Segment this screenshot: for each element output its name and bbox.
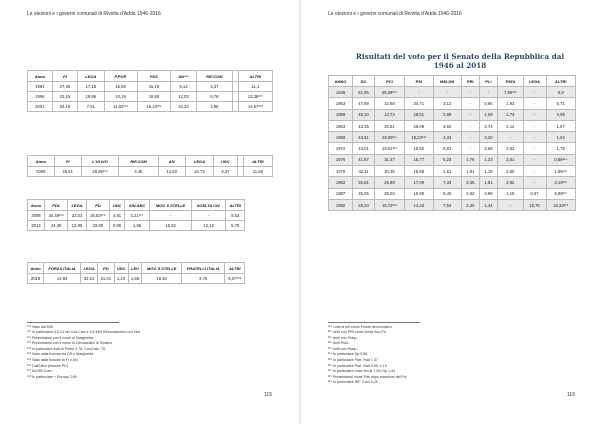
column-header: PD [98,263,114,274]
table-cell: 1,51 [479,177,497,188]
column-header: L'ULIVO [81,156,119,167]
table-row [28,102,273,112]
column-header: LEU [128,263,142,274]
table-cell: 6,07²⁰⁸ [225,274,245,284]
column-header: RIF.COM [119,156,158,167]
footnote: ²⁰² Presentatosi con il nome di Democratici di Sinistra [27,341,112,346]
column-header: LEGA [523,76,546,87]
table-cell: 5,78 [226,221,245,231]
table-cell: 2018 [28,274,44,284]
table-cell: 26,51 [54,167,81,177]
table-cell: 30,35 [375,166,405,177]
table-row [28,221,245,231]
table-cell: 18,33 [150,221,192,231]
table-cell: 43,35 [353,120,375,131]
table-cell: 49,10 [353,109,375,120]
table-cell: 1,73 [498,109,523,120]
table-row [329,177,576,188]
table-cell: 1979 [329,166,353,177]
table-cell: 23,90 [86,221,109,231]
table-cell: 1,10 [114,274,128,284]
table-cell: - [498,132,523,143]
left-page [0,0,299,424]
table-cell: 35,05 [353,188,375,199]
column-header: P.POP. [104,71,137,82]
table-cell: 15,70 [523,199,546,210]
table-cell: 32,21 [80,274,97,284]
table-cell: - [404,87,433,98]
column-header: Anno [28,263,44,274]
table-row [28,167,273,177]
senate-results-table [328,75,576,211]
table-cell: 0,86²¹⁴ [546,154,576,165]
column-header: LEGA [185,156,213,167]
table-cell: 34,71 [404,98,433,109]
footnote: ²¹⁴ In particolare Dp 0,86. [328,352,369,357]
table-cell: 1972 [329,143,353,154]
column-header: LEGA [78,71,104,82]
footnote: ²⁰⁵ Nato dalla fusione di FI e AN [27,358,78,363]
table-cell: 1958 [329,109,353,120]
table-cell: 5,23 [433,154,461,165]
table-cell: 16,65 [137,92,171,102]
table-cell: 4,37 [196,82,232,92]
table-cell: 2,21²⁰⁷ [125,211,150,221]
column-header: Anno [28,200,45,211]
table-header-row [28,263,245,274]
table-cell: 39,29²⁰⁹ [375,87,405,98]
table-cell: 18,90 [404,188,433,199]
table-cell: 1968 [329,132,353,143]
column-header: Anno [28,156,55,167]
table-cell: 19,40 [142,274,182,284]
column-header: ALTRI [546,76,576,87]
table-cell: 25,51²¹³ [375,143,405,154]
table-cell: 2013 [28,221,45,231]
table-cell: 14,43 [404,199,433,210]
table-cell: 1976 [329,154,353,165]
column-header: ANNO [329,76,353,87]
table-cell: - [479,87,497,98]
table-cell: 2008 [28,211,45,221]
table-cell: 3,62 [433,120,461,131]
table-cell: 3,20 [479,132,497,143]
table-cell: 22,15 [52,92,77,102]
footnote: ²¹⁶ In particolare Part. Rad 4,59; 1,19 [328,363,387,368]
table-cell: 2006 [28,167,55,177]
table-cell: 2,92 [498,143,523,154]
column-header: Anno [28,71,53,82]
table-cell: 15,77 [404,154,433,165]
table-cell: 21,01 [98,274,114,284]
column-header: PCI [375,76,405,87]
column-header: MOV. 5 STELLE [142,263,182,274]
table-cell: 11,1 [238,82,272,92]
table-row [329,120,576,131]
table-cell: 27,45 [52,82,77,92]
table-cell: 43,01 [353,143,375,154]
table-cell: 1,66²¹⁵ [546,166,576,177]
table-cell: 41,67 [353,154,375,165]
table-cell: 3,76 [181,274,224,284]
table-cell: 19,86 [78,92,104,102]
table-cell: 35,81 [353,177,375,188]
table-row [329,98,576,109]
table-cell: - [523,177,546,188]
table-cell: 20,51 [375,120,405,131]
table-cell: 1983 [329,177,353,188]
table-cell: 5,81 [433,143,461,154]
footnote: ²⁰¹ Presentatosi con il nome di Margherita [27,335,94,340]
footnote-rule [328,322,420,323]
results-table-2018 [27,262,245,284]
table-header-row [28,200,245,211]
table-cell: 2,92 [498,177,523,188]
table-row [329,188,576,199]
table-cell: 28,03 [375,188,405,199]
footnote: ²⁰⁴ Nato dalla fusione tra DS e Margherita [27,352,94,357]
table-cell: - [461,98,479,109]
table-cell: - [433,87,461,98]
table-cell: 1,76 [461,154,479,165]
table-cell: 1953 [329,98,353,109]
table-cell: 12,96 [68,221,86,231]
column-header: PDL [44,200,68,211]
table-cell: - [523,109,546,120]
table-cell: 1987 [329,188,353,199]
table-row [329,166,576,177]
table-cell: 1,23 [479,154,497,165]
table-cell: - [461,143,479,154]
table-cell: 1,18 [479,166,497,177]
column-header: LEGA [68,200,86,211]
table-cell: 1992 [329,199,353,210]
table-cell: 11,58 [243,167,272,177]
table-cell: 43,61 [353,132,375,143]
column-header: AN [158,156,185,167]
column-header: SCELTA CIV. [191,200,225,211]
table-cell: 10,73 [185,167,213,177]
table-cell: 28,08²¹¹ [375,132,405,143]
running-head: Le elezioni e i governi comunali di Rivolta d'Adda 1946-2016 [328,11,462,17]
table-cell: 4,96 [196,102,232,112]
table-cell: 0,67 [523,188,546,199]
column-header: PSI [404,76,433,87]
footnote: ²¹⁹ In particolare RIF. Com 5,25 [328,380,378,385]
column-header: PSDI [498,76,523,87]
table-cell: 24,36 [44,221,68,231]
table-cell: 2001 [28,102,53,112]
table-cell: 15,19 [137,82,171,92]
table-cell: 28,89 [375,177,405,188]
column-header: PI [52,71,77,82]
table-cell: 10,33 [171,102,196,112]
column-header: ALTRI [243,156,272,167]
footnote: ²⁰³ In particolare lista di Pietro 3,76, Cod-Calc. 70. [27,346,107,351]
column-header: MSI-DN [433,76,461,87]
table-cell: - [523,120,546,131]
table-cell: - [461,132,479,143]
footnote: ²¹⁵ In particolare Part. Rad 1,37 [328,358,378,363]
table-row [329,199,576,210]
table-cell: 16,33²¹⁹ [546,199,576,210]
table-cell: 5,37 [214,167,238,177]
table-cell: 1,09 [479,109,497,120]
table-cell: 1948 [329,87,353,98]
column-header: UDC [110,200,125,211]
table-cell: 34,19 [52,102,77,112]
table-cell: 4,34 [433,132,461,143]
table-cell: 2,50 [498,166,523,177]
table-cell: 1,75 [546,143,576,154]
table-cell: 6,40 [433,188,461,199]
table-cell: - [461,120,479,131]
footnote: ²¹¹ Uniti con Psiup. [328,335,358,340]
table-cell: 3,35 [461,177,479,188]
footnote-rule [27,322,119,323]
footnote: ²¹⁸ Presentatosi come Pds dopo scissione del Pci. [328,374,408,379]
footnotes-left [27,322,267,380]
footnote: ²⁰⁰ In particolare 4,5,14 del Cod-Calc e 4,5 MSI Rinnovamento con Dini [27,330,141,335]
column-header: PRI [461,76,479,87]
table-cell: 14,93 [44,274,81,284]
table-header-row [28,156,273,167]
table-cell: 16,59 [104,82,137,92]
table-cell: 1,58 [128,274,142,284]
footnote: ²¹⁰ Uniti con PRI come Unità Soc-Pri. [328,330,387,335]
table-row [329,109,576,120]
footnote: ¹⁹⁹ Nato dal MSI [27,324,54,329]
table-cell: 25,83²⁰⁶ [86,211,109,221]
table-cell: - [150,211,192,221]
table-cell: 19,23²¹² [404,132,433,143]
footnote: ²¹² Uniti Psdi. [328,341,349,346]
table-cell: 17,09 [404,177,433,188]
column-header: ALTRI [226,200,245,211]
table-cell: 2,40 [461,199,479,210]
column-header: PLI [479,76,497,87]
running-head: Le elezioni e i governi comunali di Rivolta d'Adda 1946-2016 [27,11,161,17]
table-cell: 1,91 [461,166,479,177]
footnote: ²⁰⁶ Dall'Ulivo (fusione PD) [27,363,68,368]
table-cell: 3,10²¹⁶ [546,177,576,188]
table-cell: 15,72²¹⁸ [375,199,405,210]
table-row [28,82,273,92]
table-cell: 4,91 [110,211,125,221]
column-header: LEGA [80,263,97,274]
table-row [329,132,576,143]
table-cell: 29,51 [404,109,433,120]
table-header-row [28,71,273,82]
table-cell: - [191,211,225,221]
table-cell: 2,89 [433,109,461,120]
table-cell: 14,57²⁰³ [238,102,272,112]
results-table-2006 [27,155,273,177]
footnote: ²⁰⁸ In particolare + Europa 2,69 [27,374,77,379]
right-page [301,0,600,424]
table-cell: - [523,166,546,177]
table-cell: 0,95 [546,109,576,120]
table-cell: 7,51 [78,102,104,112]
footnotes-right [328,322,568,386]
footnote: ²⁰⁹ Uniti di nel come Fronte democratico. [328,324,393,329]
page-title: Risultati del voto per il Senato della Repubblica dal 1946 al 2018 [355,52,565,70]
footnote: ²¹³ Uniti con Psiup. [328,346,358,351]
table-cell: 2,12 [498,120,523,131]
table-cell: 0,71 [546,98,576,109]
table-cell: 1963 [329,120,353,131]
table-cell: 2,68 [479,143,497,154]
table-cell: 12,12 [191,221,225,231]
table-cell: 1994 [28,82,53,92]
table-cell: 34,49²⁰⁵ [44,211,68,221]
table-cell: - [461,87,479,98]
table-cell: 31,47 [375,154,405,165]
table-cell: 5,88²¹⁷ [546,188,576,199]
table-cell: 7,54 [433,199,461,210]
column-header: ALTRI [238,71,272,82]
table-row [28,211,245,221]
table-cell: 4,61 [433,166,461,177]
table-cell: - [523,143,546,154]
table-header-row [329,76,576,87]
table-cell: - [523,87,546,98]
column-header: FORZA ITALIA [44,263,81,274]
table-cell: 11,92²⁰¹ [104,102,137,112]
column-header: SIN.ARC [125,200,150,211]
table-cell: 42,11 [353,166,375,177]
table-cell: 15,68 [404,166,433,177]
footnote: ²¹⁷ In particolare Lista Verde 1,09; Dp 1,44 [328,369,396,374]
table-cell: 14,53 [158,167,185,177]
table-cell: 14,73 [375,109,405,120]
column-header: AN¹⁹⁹ [171,71,196,82]
table-cell: 5,76 [196,92,232,102]
table-cell: 1,93 [498,98,523,109]
table-cell: 10,19 [104,92,137,102]
table-cell: - [523,98,546,109]
column-header: DC [353,76,375,87]
table-cell: 0,96 [479,188,497,199]
results-table-2008-2013 [27,199,245,231]
table-row [28,92,273,102]
table-cell: 51,95 [353,87,375,98]
results-table-1994-2001 [27,70,273,112]
page-number: 116 [567,392,575,398]
table-cell: 1,44 [479,199,497,210]
table-cell: 0,9 [546,87,576,98]
table-cell: 13,36²⁰⁰ [238,92,272,102]
table-row [329,87,576,98]
table-cell: 26,85²⁰⁴ [81,167,119,177]
column-header: PD [86,200,109,211]
table-cell: 7,33 [433,177,461,188]
table-cell: - [523,132,546,143]
table-row [28,274,245,284]
table-cell: 9,53 [226,211,245,221]
table-cell: 26,09 [404,120,433,131]
table-cell: 23,03 [68,211,86,221]
table-cell: 16,10²⁰² [137,102,171,112]
table-cell: 17,18 [78,82,104,92]
table-cell: - [498,199,523,210]
table-cell: 4,45 [119,167,158,177]
table-cell: 47,89 [353,98,375,109]
table-cell: - [461,109,479,120]
table-cell: 1,54 [546,132,576,143]
table-cell: - [523,154,546,165]
table-cell: 1,57 [546,120,576,131]
table-cell: 18,52 [404,143,433,154]
table-row [329,143,576,154]
table-cell: 0,99 [110,221,125,231]
table-cell: 8,12 [171,82,196,92]
table-cell: 7,86²¹⁰ [498,87,523,98]
table-cell: 3,12 [433,98,461,109]
table-cell: 12,03 [171,92,196,102]
column-header: FDS [137,71,171,82]
table-cell: 1,56 [125,221,150,231]
table-cell: 1,19 [498,188,523,199]
table-cell: 10,68 [375,98,405,109]
column-header: FI [54,156,81,167]
column-header: FRATELLI ITALIA [181,263,224,274]
table-cell: 2,92 [461,188,479,199]
footnote: ²⁰⁷ Da RIF.Com. [27,369,53,374]
column-header: ALTRI [225,263,245,274]
table-cell: 0,96 [479,98,497,109]
table-cell: 26,24 [353,199,375,210]
column-header: RIF.COM [196,71,232,82]
table-cell: 2,01 [498,154,523,165]
table-cell: 2,74 [479,120,497,131]
table-row [329,154,576,165]
column-header: MOV. 5 STELLE [150,200,192,211]
column-header: UDC [114,263,128,274]
page-number: 115 [264,392,272,398]
table-cell: 1996 [28,92,53,102]
column-header: UDC [214,156,238,167]
